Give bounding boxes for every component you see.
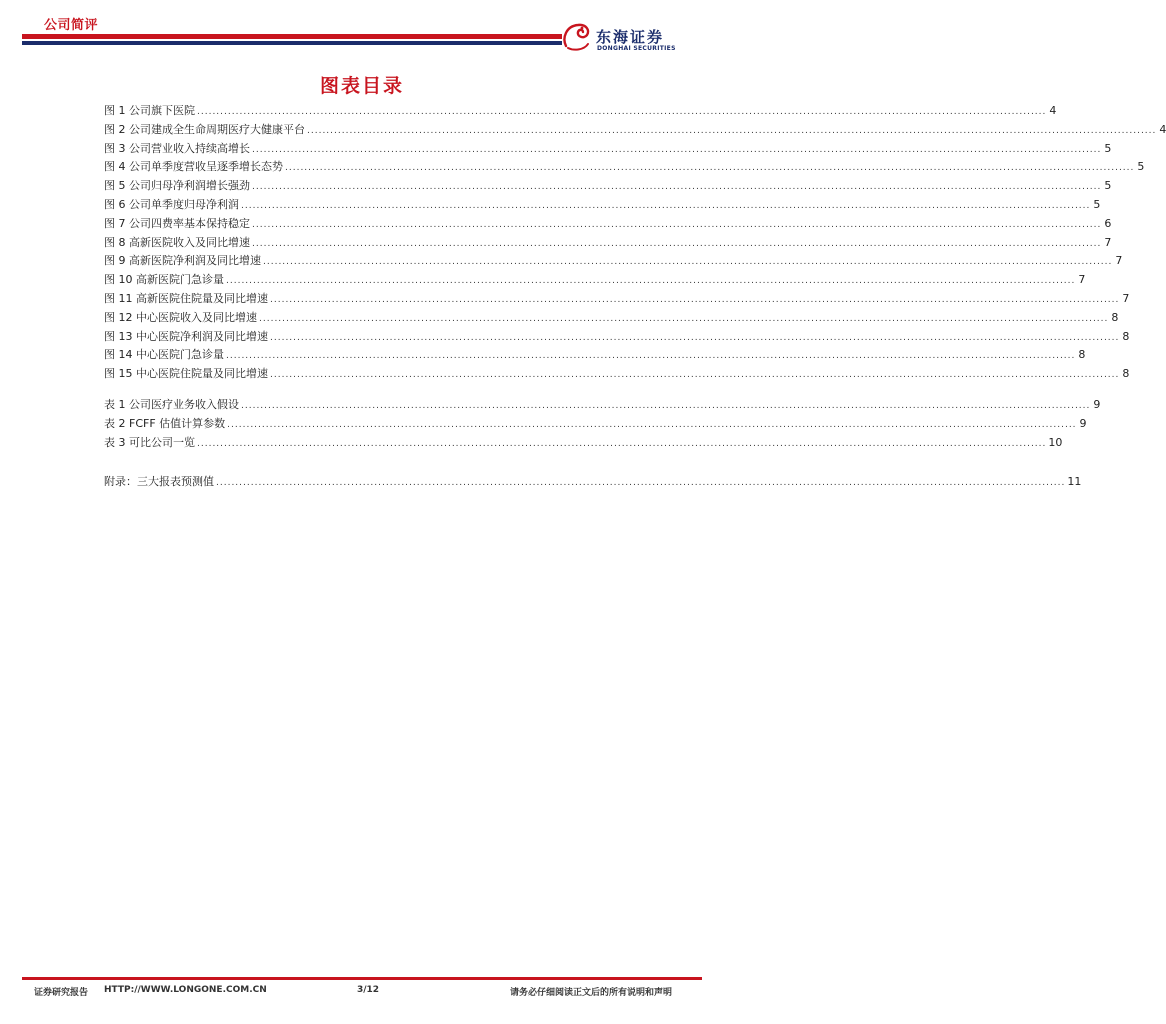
toc-entry-page: 8 [1122, 329, 1130, 343]
toc-dot-leader: ............................................................................................................................................................................................................................ [226, 276, 1076, 287]
toc-entry[interactable] [104, 415, 1087, 434]
footer-page-number: 3/12 [357, 985, 380, 995]
toc-entry[interactable] [104, 234, 1112, 253]
toc-entry[interactable] [104, 473, 1082, 492]
toc-entry-page: 5 [1104, 179, 1112, 193]
company-logo [560, 20, 690, 54]
toc-entry-label: 表 2 FCFF 估值计算参数 [104, 416, 226, 430]
toc-entry-label: 图 14 中心医院门急诊量 [104, 348, 224, 362]
toc-entry-page: 9 [1079, 416, 1087, 430]
toc-entry-label: 图 13 中心医院净利润及同比增速 [104, 329, 268, 343]
toc-entry-page: 11 [1067, 475, 1082, 488]
toc-entry-page: 10 [1048, 435, 1063, 449]
toc-entry-page: 4 [1049, 104, 1057, 117]
toc-entry-page: 7 [1122, 291, 1130, 305]
appendix-list [104, 473, 1082, 492]
toc-entry[interactable] [104, 309, 1119, 328]
figure-list [104, 102, 1166, 384]
header-rule-blue [22, 41, 562, 45]
toc-dot-leader: ............................................................................................................................................................................................................................ [252, 144, 1102, 155]
toc-entry[interactable] [104, 271, 1086, 290]
toc-entry-label: 表 1 公司医疗业务收入假设 [104, 398, 239, 411]
toc-dot-leader: ............................................................................................................................................................................................................................ [270, 294, 1120, 305]
toc-entry-label: 图 1 公司旗下医院 [104, 104, 195, 117]
toc-entry[interactable] [104, 215, 1112, 234]
toc-entry[interactable] [104, 346, 1086, 365]
toc-dot-leader: ............................................................................................................................................................................................................................ [252, 238, 1102, 249]
toc-entry-page: 8 [1078, 348, 1086, 362]
toc-entry[interactable] [104, 177, 1112, 196]
toc-entry[interactable] [104, 158, 1145, 177]
toc-entry-label: 图 7 公司四费率基本保持稳定 [104, 216, 250, 230]
toc-dot-leader: ............................................................................................................................................................................................................................ [241, 200, 1091, 211]
toc-dot-leader: ............................................................................................................................................................................................................................ [197, 438, 1047, 449]
table-list [104, 396, 1101, 452]
toc-dot-leader: ............................................................................................................................................................................................................................ [307, 125, 1157, 136]
page-title: 图表目录 [319, 75, 404, 97]
toc-entry-page: 7 [1078, 273, 1086, 287]
dragon-logo-icon [560, 20, 594, 54]
toc-entry-label: 图 2 公司建成全生命周期医疗大健康平台 [104, 122, 305, 136]
toc-dot-leader: ............................................................................................................................................................................................................................ [197, 107, 1047, 117]
toc-dot-leader: ............................................................................................................................................................................................................................ [259, 313, 1109, 324]
toc-entry-label: 表 3 可比公司一览 [104, 435, 195, 449]
toc-entry[interactable] [104, 102, 1057, 121]
toc-entry[interactable] [104, 252, 1123, 271]
toc-dot-leader: ............................................................................................................................................................................................................................ [270, 332, 1120, 343]
toc-entry-page: 5 [1104, 141, 1112, 155]
toc-entry-page: 5 [1137, 160, 1145, 174]
toc-entry[interactable] [104, 328, 1130, 347]
toc-entry-label: 图 4 公司单季度营收呈逐季增长态势 [104, 160, 283, 174]
toc-dot-leader: ............................................................................................................................................................................................................................ [227, 419, 1077, 430]
toc-entry-label: 图 11 高新医院住院量及同比增速 [104, 291, 268, 305]
toc-entry-page: 6 [1104, 216, 1112, 230]
toc-entry[interactable] [104, 434, 1063, 453]
toc-entry[interactable] [104, 290, 1130, 309]
toc-entry-page: 4 [1159, 122, 1166, 136]
toc-entry[interactable] [104, 196, 1101, 215]
header-rule-red [22, 34, 562, 39]
toc-entry-label: 图 5 公司归母净利润增长强劲 [104, 179, 250, 193]
toc-dot-leader: ............................................................................................................................................................................................................................ [285, 163, 1135, 174]
toc-dot-leader: ............................................................................................................................................................................................................................ [252, 182, 1102, 193]
footer-rule [22, 977, 702, 980]
toc-dot-leader: ............................................................................................................................................................................................................................ [252, 219, 1102, 230]
toc-entry-page: 7 [1104, 235, 1112, 249]
header-rule [22, 34, 562, 46]
toc-entry[interactable] [104, 140, 1112, 159]
footer-disclaimer: 请务必仔细阅读正文后的所有说明和声明 [510, 988, 673, 998]
toc-entry-label: 图 15 中心医院住院量及同比增速 [104, 367, 268, 381]
toc-entry-page: 7 [1115, 254, 1123, 268]
footer-url[interactable]: HTTP://WWW.LONGONE.COM.CN [104, 985, 267, 995]
toc-entry-label: 图 8 高新医院收入及同比增速 [104, 235, 250, 249]
toc-entry-label: 图 10 高新医院门急诊量 [104, 273, 224, 287]
toc-entry-label: 附录：三大报表预测值 [104, 475, 214, 488]
toc-entry-label: 图 9 高新医院净利润及同比增速 [104, 254, 261, 268]
toc-entry-page: 8 [1122, 367, 1130, 381]
toc-entry-page: 8 [1111, 310, 1119, 324]
toc-dot-leader: ............................................................................................................................................................................................................................ [263, 257, 1113, 268]
toc-dot-leader: ............................................................................................................................................................................................................................ [270, 370, 1120, 381]
logo-english-name: DONGHAI SECURITIES [597, 45, 676, 52]
logo-chinese-name: 东海证券 [596, 28, 665, 46]
toc-entry-label: 图 6 公司单季度归母净利润 [104, 197, 239, 211]
toc-dot-leader: ............................................................................................................................................................................................................................ [226, 351, 1076, 362]
toc-entry-page: 5 [1093, 197, 1101, 211]
toc-entry[interactable] [104, 396, 1101, 415]
toc-entry-label: 图 12 中心医院收入及同比增速 [104, 310, 257, 324]
toc-entry[interactable] [104, 365, 1130, 384]
toc-dot-leader: ............................................................................................................................................................................................................................ [241, 401, 1091, 411]
toc-entry-page: 9 [1093, 398, 1101, 411]
footer-report-type: 证券研究报告 [34, 988, 89, 998]
toc-entry[interactable] [104, 121, 1166, 140]
toc-dot-leader: ............................................................................................................................................................................................................................ [216, 478, 1066, 488]
header-section-label: 公司简评 [44, 18, 99, 33]
toc-entry-label: 图 3 公司营业收入持续高增长 [104, 141, 250, 155]
